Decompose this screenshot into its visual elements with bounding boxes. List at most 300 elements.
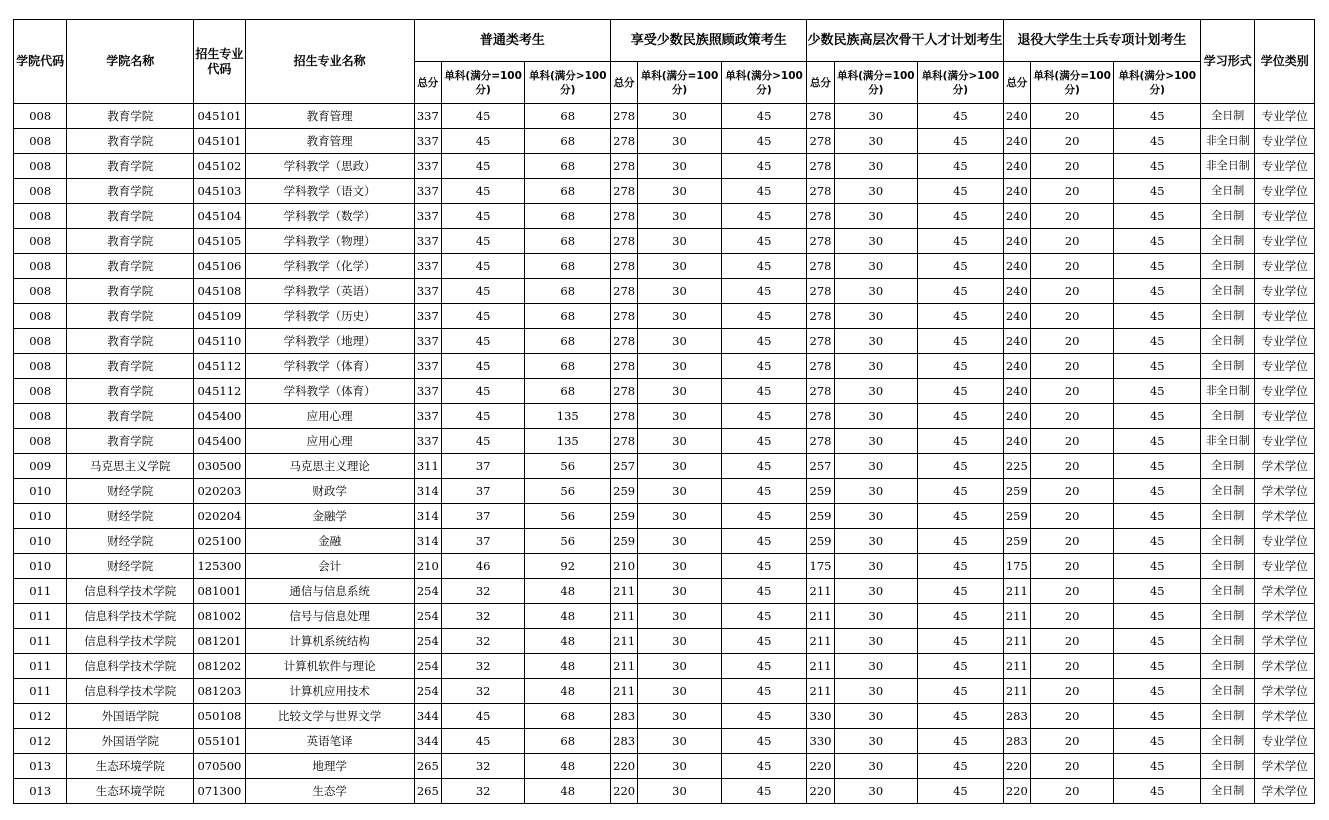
veteran-single-gt100-cell: 45 — [1114, 529, 1201, 554]
minority-talent-single-100-cell: 30 — [834, 379, 918, 404]
general-total-cell: 254 — [414, 629, 441, 654]
minority-talent-total-cell: 278 — [807, 379, 834, 404]
minority-policy-total-cell: 278 — [611, 329, 638, 354]
veteran-single-gt100-cell: 45 — [1114, 754, 1201, 779]
minority-policy-single-gt100-cell: 45 — [721, 379, 807, 404]
veteran-single-100-cell: 20 — [1030, 329, 1114, 354]
table-row — [14, 354, 1315, 379]
veteran-single-gt100-cell: 45 — [1114, 504, 1201, 529]
degree-type-cell: 专业学位 — [1255, 204, 1315, 229]
minority-policy-total-cell: 278 — [611, 354, 638, 379]
general-single-gt100-cell: 92 — [525, 554, 611, 579]
general-single-100-cell: 32 — [441, 654, 525, 679]
degree-type-cell: 专业学位 — [1255, 729, 1315, 754]
general-single-gt100-cell: 48 — [525, 754, 611, 779]
major-name-cell: 会计 — [245, 554, 414, 579]
minority-policy-single-100-cell: 30 — [638, 204, 722, 229]
college-code-cell: 008 — [14, 279, 67, 304]
general-single-gt100-cell: 68 — [525, 304, 611, 329]
minority-talent-total-cell: 278 — [807, 254, 834, 279]
general-single-100-cell: 45 — [441, 279, 525, 304]
study-form-cell: 全日制 — [1201, 779, 1255, 804]
minority-talent-total-cell: 259 — [807, 529, 834, 554]
minority-talent-single-100-cell: 30 — [834, 354, 918, 379]
header-single-100: 单科(满分=100分) — [1030, 62, 1114, 104]
header-single-gt100: 单科(满分>100分) — [918, 62, 1004, 104]
minority-talent-total-cell: 278 — [807, 129, 834, 154]
minority-policy-total-cell: 278 — [611, 279, 638, 304]
general-total-cell: 314 — [414, 529, 441, 554]
college-name-cell: 信息科学技术学院 — [67, 579, 194, 604]
study-form-cell: 全日制 — [1201, 604, 1255, 629]
minority-talent-single-100-cell: 30 — [834, 554, 918, 579]
general-single-100-cell: 45 — [441, 379, 525, 404]
veteran-total-cell: 211 — [1003, 654, 1030, 679]
college-code-cell: 008 — [14, 129, 67, 154]
major-code-cell: 045106 — [194, 254, 245, 279]
major-code-cell: 081202 — [194, 654, 245, 679]
minority-talent-total-cell: 330 — [807, 729, 834, 754]
general-total-cell: 265 — [414, 779, 441, 804]
table-row — [14, 204, 1315, 229]
minority-policy-single-100-cell: 30 — [638, 329, 722, 354]
veteran-single-gt100-cell: 45 — [1114, 404, 1201, 429]
major-name-cell: 学科教学（思政） — [245, 154, 414, 179]
minority-policy-total-cell: 259 — [611, 504, 638, 529]
minority-talent-single-gt100-cell: 45 — [918, 604, 1004, 629]
college-name-cell: 马克思主义学院 — [67, 454, 194, 479]
minority-talent-single-gt100-cell: 45 — [918, 454, 1004, 479]
study-form-cell: 全日制 — [1201, 554, 1255, 579]
veteran-total-cell: 240 — [1003, 204, 1030, 229]
college-name-cell: 教育学院 — [67, 279, 194, 304]
minority-talent-total-cell: 278 — [807, 304, 834, 329]
major-code-cell: 045109 — [194, 304, 245, 329]
general-total-cell: 337 — [414, 229, 441, 254]
minority-policy-single-gt100-cell: 45 — [721, 254, 807, 279]
general-single-gt100-cell: 68 — [525, 729, 611, 754]
general-single-100-cell: 32 — [441, 629, 525, 654]
table-row — [14, 129, 1315, 154]
major-code-cell: 081203 — [194, 679, 245, 704]
table-row — [14, 754, 1315, 779]
veteran-total-cell: 240 — [1003, 179, 1030, 204]
veteran-single-gt100-cell: 45 — [1114, 129, 1201, 154]
general-single-gt100-cell: 56 — [525, 454, 611, 479]
college-code-cell: 011 — [14, 629, 67, 654]
degree-type-cell: 学术学位 — [1255, 579, 1315, 604]
table-row — [14, 679, 1315, 704]
table-row — [14, 179, 1315, 204]
minority-policy-single-gt100-cell: 45 — [721, 704, 807, 729]
header-major-name: 招生专业名称 — [245, 20, 414, 104]
general-total-cell: 254 — [414, 679, 441, 704]
minority-talent-single-gt100-cell: 45 — [918, 754, 1004, 779]
veteran-total-cell: 211 — [1003, 629, 1030, 654]
college-name-cell: 信息科学技术学院 — [67, 629, 194, 654]
table-row — [14, 154, 1315, 179]
minority-policy-single-gt100-cell: 45 — [721, 454, 807, 479]
table-row — [14, 454, 1315, 479]
general-single-gt100-cell: 135 — [525, 404, 611, 429]
general-single-100-cell: 45 — [441, 254, 525, 279]
header-group-minority-policy: 享受少数民族照顾政策考生 — [611, 20, 807, 62]
general-total-cell: 337 — [414, 404, 441, 429]
veteran-total-cell: 240 — [1003, 279, 1030, 304]
minority-talent-single-100-cell: 30 — [834, 529, 918, 554]
major-name-cell: 金融学 — [245, 504, 414, 529]
veteran-single-100-cell: 20 — [1030, 379, 1114, 404]
veteran-single-100-cell: 20 — [1030, 179, 1114, 204]
minority-talent-single-gt100-cell: 45 — [918, 504, 1004, 529]
veteran-single-gt100-cell: 45 — [1114, 579, 1201, 604]
major-name-cell: 教育管理 — [245, 129, 414, 154]
general-total-cell: 337 — [414, 179, 441, 204]
minority-talent-single-gt100-cell: 45 — [918, 154, 1004, 179]
minority-policy-total-cell: 278 — [611, 429, 638, 454]
general-total-cell: 337 — [414, 329, 441, 354]
general-total-cell: 337 — [414, 279, 441, 304]
major-code-cell: 025100 — [194, 529, 245, 554]
minority-policy-single-gt100-cell: 45 — [721, 729, 807, 754]
minority-talent-single-gt100-cell: 45 — [918, 529, 1004, 554]
minority-policy-single-100-cell: 30 — [638, 304, 722, 329]
general-single-100-cell: 32 — [441, 779, 525, 804]
minority-talent-total-cell: 278 — [807, 204, 834, 229]
minority-talent-single-gt100-cell: 45 — [918, 379, 1004, 404]
general-total-cell: 337 — [414, 204, 441, 229]
minority-talent-single-gt100-cell: 45 — [918, 304, 1004, 329]
minority-talent-single-gt100-cell: 45 — [918, 404, 1004, 429]
veteran-single-gt100-cell: 45 — [1114, 704, 1201, 729]
general-single-gt100-cell: 48 — [525, 579, 611, 604]
major-name-cell: 生态学 — [245, 779, 414, 804]
minority-talent-single-100-cell: 30 — [834, 729, 918, 754]
degree-type-cell: 学术学位 — [1255, 604, 1315, 629]
college-name-cell: 教育学院 — [67, 129, 194, 154]
college-code-cell: 008 — [14, 429, 67, 454]
minority-policy-single-gt100-cell: 45 — [721, 754, 807, 779]
minority-policy-single-100-cell: 30 — [638, 654, 722, 679]
veteran-single-gt100-cell: 45 — [1114, 479, 1201, 504]
general-total-cell: 254 — [414, 654, 441, 679]
minority-policy-single-100-cell: 30 — [638, 104, 722, 129]
minority-talent-single-gt100-cell: 45 — [918, 104, 1004, 129]
college-code-cell: 008 — [14, 179, 67, 204]
minority-talent-total-cell: 278 — [807, 104, 834, 129]
major-name-cell: 计算机软件与理论 — [245, 654, 414, 679]
general-single-gt100-cell: 135 — [525, 429, 611, 454]
general-single-gt100-cell: 56 — [525, 529, 611, 554]
header-single-gt100: 单科(满分>100分) — [721, 62, 807, 104]
minority-policy-single-gt100-cell: 45 — [721, 304, 807, 329]
general-single-100-cell: 45 — [441, 354, 525, 379]
general-total-cell: 314 — [414, 504, 441, 529]
minority-policy-single-gt100-cell: 45 — [721, 229, 807, 254]
minority-policy-total-cell: 278 — [611, 154, 638, 179]
minority-talent-single-gt100-cell: 45 — [918, 629, 1004, 654]
veteran-total-cell: 240 — [1003, 404, 1030, 429]
minority-talent-single-gt100-cell: 45 — [918, 429, 1004, 454]
veteran-single-gt100-cell: 45 — [1114, 729, 1201, 754]
veteran-total-cell: 211 — [1003, 604, 1030, 629]
major-name-cell: 通信与信息系统 — [245, 579, 414, 604]
minority-talent-total-cell: 278 — [807, 329, 834, 354]
college-name-cell: 财经学院 — [67, 554, 194, 579]
major-code-cell: 081201 — [194, 629, 245, 654]
minority-policy-single-100-cell: 30 — [638, 579, 722, 604]
minority-policy-single-100-cell: 30 — [638, 379, 722, 404]
study-form-cell: 全日制 — [1201, 654, 1255, 679]
general-single-gt100-cell: 56 — [525, 504, 611, 529]
major-name-cell: 比较文学与世界文学 — [245, 704, 414, 729]
major-code-cell: 020203 — [194, 479, 245, 504]
study-form-cell: 全日制 — [1201, 704, 1255, 729]
minority-policy-total-cell: 278 — [611, 179, 638, 204]
general-single-100-cell: 45 — [441, 129, 525, 154]
veteran-total-cell: 240 — [1003, 354, 1030, 379]
minority-talent-single-gt100-cell: 45 — [918, 654, 1004, 679]
general-total-cell: 337 — [414, 129, 441, 154]
degree-type-cell: 专业学位 — [1255, 154, 1315, 179]
veteran-total-cell: 240 — [1003, 104, 1030, 129]
minority-talent-single-gt100-cell: 45 — [918, 179, 1004, 204]
major-code-cell: 055101 — [194, 729, 245, 754]
major-name-cell: 学科教学（物理） — [245, 229, 414, 254]
major-code-cell: 045400 — [194, 404, 245, 429]
general-single-100-cell: 32 — [441, 604, 525, 629]
major-name-cell: 应用心理 — [245, 404, 414, 429]
veteran-single-100-cell: 20 — [1030, 554, 1114, 579]
study-form-cell: 全日制 — [1201, 229, 1255, 254]
general-single-100-cell: 45 — [441, 304, 525, 329]
veteran-single-gt100-cell: 45 — [1114, 679, 1201, 704]
minority-policy-single-gt100-cell: 45 — [721, 204, 807, 229]
minority-talent-single-gt100-cell: 45 — [918, 554, 1004, 579]
college-name-cell: 生态环境学院 — [67, 754, 194, 779]
veteran-total-cell: 240 — [1003, 379, 1030, 404]
major-code-cell: 081001 — [194, 579, 245, 604]
major-code-cell: 045112 — [194, 379, 245, 404]
college-code-cell: 011 — [14, 604, 67, 629]
veteran-single-100-cell: 20 — [1030, 429, 1114, 454]
header-major-code: 招生专业代码 — [194, 20, 245, 104]
degree-type-cell: 专业学位 — [1255, 254, 1315, 279]
veteran-total-cell: 240 — [1003, 429, 1030, 454]
college-name-cell: 教育学院 — [67, 104, 194, 129]
score-table — [13, 19, 1315, 804]
degree-type-cell: 学术学位 — [1255, 504, 1315, 529]
minority-policy-single-100-cell: 30 — [638, 179, 722, 204]
study-form-cell: 全日制 — [1201, 454, 1255, 479]
major-name-cell: 计算机系统结构 — [245, 629, 414, 654]
veteran-total-cell: 283 — [1003, 729, 1030, 754]
major-code-cell: 081002 — [194, 604, 245, 629]
degree-type-cell: 专业学位 — [1255, 354, 1315, 379]
minority-policy-total-cell: 278 — [611, 229, 638, 254]
minority-talent-single-gt100-cell: 45 — [918, 254, 1004, 279]
minority-talent-single-gt100-cell: 45 — [918, 279, 1004, 304]
major-code-cell: 030500 — [194, 454, 245, 479]
minority-talent-total-cell: 330 — [807, 704, 834, 729]
college-name-cell: 外国语学院 — [67, 729, 194, 754]
veteran-single-100-cell: 20 — [1030, 229, 1114, 254]
degree-type-cell: 学术学位 — [1255, 754, 1315, 779]
college-code-cell: 013 — [14, 754, 67, 779]
veteran-total-cell: 240 — [1003, 154, 1030, 179]
minority-talent-single-100-cell: 30 — [834, 404, 918, 429]
minority-talent-single-100-cell: 30 — [834, 204, 918, 229]
minority-talent-total-cell: 211 — [807, 654, 834, 679]
veteran-total-cell: 259 — [1003, 504, 1030, 529]
college-code-cell: 008 — [14, 104, 67, 129]
major-code-cell: 045102 — [194, 154, 245, 179]
header-degree-type: 学位类别 — [1255, 20, 1315, 104]
table-row — [14, 254, 1315, 279]
minority-policy-single-100-cell: 30 — [638, 454, 722, 479]
degree-type-cell: 专业学位 — [1255, 404, 1315, 429]
general-total-cell: 311 — [414, 454, 441, 479]
college-code-cell: 008 — [14, 304, 67, 329]
college-code-cell: 011 — [14, 654, 67, 679]
minority-talent-single-100-cell: 30 — [834, 429, 918, 454]
minority-policy-single-gt100-cell: 45 — [721, 779, 807, 804]
table-row — [14, 604, 1315, 629]
degree-type-cell: 学术学位 — [1255, 629, 1315, 654]
college-name-cell: 财经学院 — [67, 479, 194, 504]
general-single-gt100-cell: 68 — [525, 704, 611, 729]
minority-policy-single-100-cell: 30 — [638, 404, 722, 429]
table-row — [14, 704, 1315, 729]
minority-talent-total-cell: 211 — [807, 679, 834, 704]
veteran-single-gt100-cell: 45 — [1114, 654, 1201, 679]
college-code-cell: 008 — [14, 354, 67, 379]
general-single-100-cell: 45 — [441, 104, 525, 129]
veteran-total-cell: 211 — [1003, 679, 1030, 704]
minority-talent-single-gt100-cell: 45 — [918, 579, 1004, 604]
minority-talent-single-gt100-cell: 45 — [918, 679, 1004, 704]
general-single-gt100-cell: 68 — [525, 129, 611, 154]
minority-talent-single-gt100-cell: 45 — [918, 354, 1004, 379]
major-code-cell: 071300 — [194, 779, 245, 804]
minority-policy-total-cell: 211 — [611, 654, 638, 679]
veteran-single-100-cell: 20 — [1030, 354, 1114, 379]
table-row — [14, 479, 1315, 504]
minority-talent-total-cell: 278 — [807, 229, 834, 254]
study-form-cell: 全日制 — [1201, 529, 1255, 554]
major-code-cell: 045108 — [194, 279, 245, 304]
minority-policy-single-gt100-cell: 45 — [721, 104, 807, 129]
college-name-cell: 信息科学技术学院 — [67, 654, 194, 679]
minority-talent-total-cell: 259 — [807, 504, 834, 529]
minority-policy-total-cell: 278 — [611, 304, 638, 329]
header-single-100: 单科(满分=100分) — [834, 62, 918, 104]
veteran-total-cell: 225 — [1003, 454, 1030, 479]
college-name-cell: 教育学院 — [67, 354, 194, 379]
minority-policy-single-gt100-cell: 45 — [721, 554, 807, 579]
major-name-cell: 学科教学（数学） — [245, 204, 414, 229]
minority-policy-single-gt100-cell: 45 — [721, 604, 807, 629]
major-name-cell: 英语笔译 — [245, 729, 414, 754]
minority-policy-single-gt100-cell: 45 — [721, 679, 807, 704]
degree-type-cell: 专业学位 — [1255, 379, 1315, 404]
minority-policy-single-gt100-cell: 45 — [721, 404, 807, 429]
college-name-cell: 教育学院 — [67, 154, 194, 179]
minority-policy-total-cell: 211 — [611, 579, 638, 604]
study-form-cell: 全日制 — [1201, 404, 1255, 429]
major-name-cell: 财政学 — [245, 479, 414, 504]
general-single-gt100-cell: 48 — [525, 629, 611, 654]
minority-talent-single-gt100-cell: 45 — [918, 779, 1004, 804]
degree-type-cell: 专业学位 — [1255, 529, 1315, 554]
table-row — [14, 104, 1315, 129]
veteran-single-gt100-cell: 45 — [1114, 304, 1201, 329]
minority-policy-single-100-cell: 30 — [638, 529, 722, 554]
major-name-cell: 学科教学（体育） — [245, 379, 414, 404]
college-name-cell: 教育学院 — [67, 304, 194, 329]
minority-policy-single-100-cell: 30 — [638, 429, 722, 454]
veteran-single-100-cell: 20 — [1030, 154, 1114, 179]
college-code-cell: 013 — [14, 779, 67, 804]
minority-policy-single-100-cell: 30 — [638, 629, 722, 654]
header-single-gt100: 单科(满分>100分) — [1114, 62, 1201, 104]
table-row — [14, 654, 1315, 679]
general-total-cell: 337 — [414, 254, 441, 279]
veteran-single-100-cell: 20 — [1030, 704, 1114, 729]
general-single-100-cell: 37 — [441, 454, 525, 479]
degree-type-cell: 学术学位 — [1255, 779, 1315, 804]
minority-talent-single-gt100-cell: 45 — [918, 204, 1004, 229]
minority-policy-total-cell: 211 — [611, 629, 638, 654]
minority-talent-total-cell: 211 — [807, 629, 834, 654]
degree-type-cell: 学术学位 — [1255, 454, 1315, 479]
table-row — [14, 529, 1315, 554]
major-name-cell: 信号与信息处理 — [245, 604, 414, 629]
minority-talent-single-gt100-cell: 45 — [918, 129, 1004, 154]
college-code-cell: 010 — [14, 529, 67, 554]
veteran-single-100-cell: 20 — [1030, 479, 1114, 504]
header-single-gt100: 单科(满分>100分) — [525, 62, 611, 104]
general-total-cell: 254 — [414, 604, 441, 629]
major-code-cell: 045400 — [194, 429, 245, 454]
minority-talent-single-100-cell: 30 — [834, 229, 918, 254]
minority-policy-single-100-cell: 30 — [638, 704, 722, 729]
minority-talent-single-100-cell: 30 — [834, 679, 918, 704]
minority-policy-single-gt100-cell: 45 — [721, 129, 807, 154]
table-row — [14, 554, 1315, 579]
major-code-cell: 045103 — [194, 179, 245, 204]
degree-type-cell: 专业学位 — [1255, 279, 1315, 304]
minority-talent-total-cell: 257 — [807, 454, 834, 479]
study-form-cell: 全日制 — [1201, 679, 1255, 704]
major-code-cell: 045104 — [194, 204, 245, 229]
general-total-cell: 314 — [414, 479, 441, 504]
veteran-single-gt100-cell: 45 — [1114, 554, 1201, 579]
minority-policy-total-cell: 278 — [611, 404, 638, 429]
veteran-single-100-cell: 20 — [1030, 304, 1114, 329]
minority-talent-single-100-cell: 30 — [834, 629, 918, 654]
minority-talent-single-gt100-cell: 45 — [918, 479, 1004, 504]
college-code-cell: 010 — [14, 479, 67, 504]
minority-talent-single-100-cell: 30 — [834, 104, 918, 129]
minority-policy-single-gt100-cell: 45 — [721, 279, 807, 304]
minority-policy-single-gt100-cell: 45 — [721, 479, 807, 504]
minority-policy-single-100-cell: 30 — [638, 504, 722, 529]
degree-type-cell: 学术学位 — [1255, 654, 1315, 679]
header-total: 总分 — [807, 62, 834, 104]
minority-policy-total-cell: 211 — [611, 679, 638, 704]
major-name-cell: 学科教学（语文） — [245, 179, 414, 204]
